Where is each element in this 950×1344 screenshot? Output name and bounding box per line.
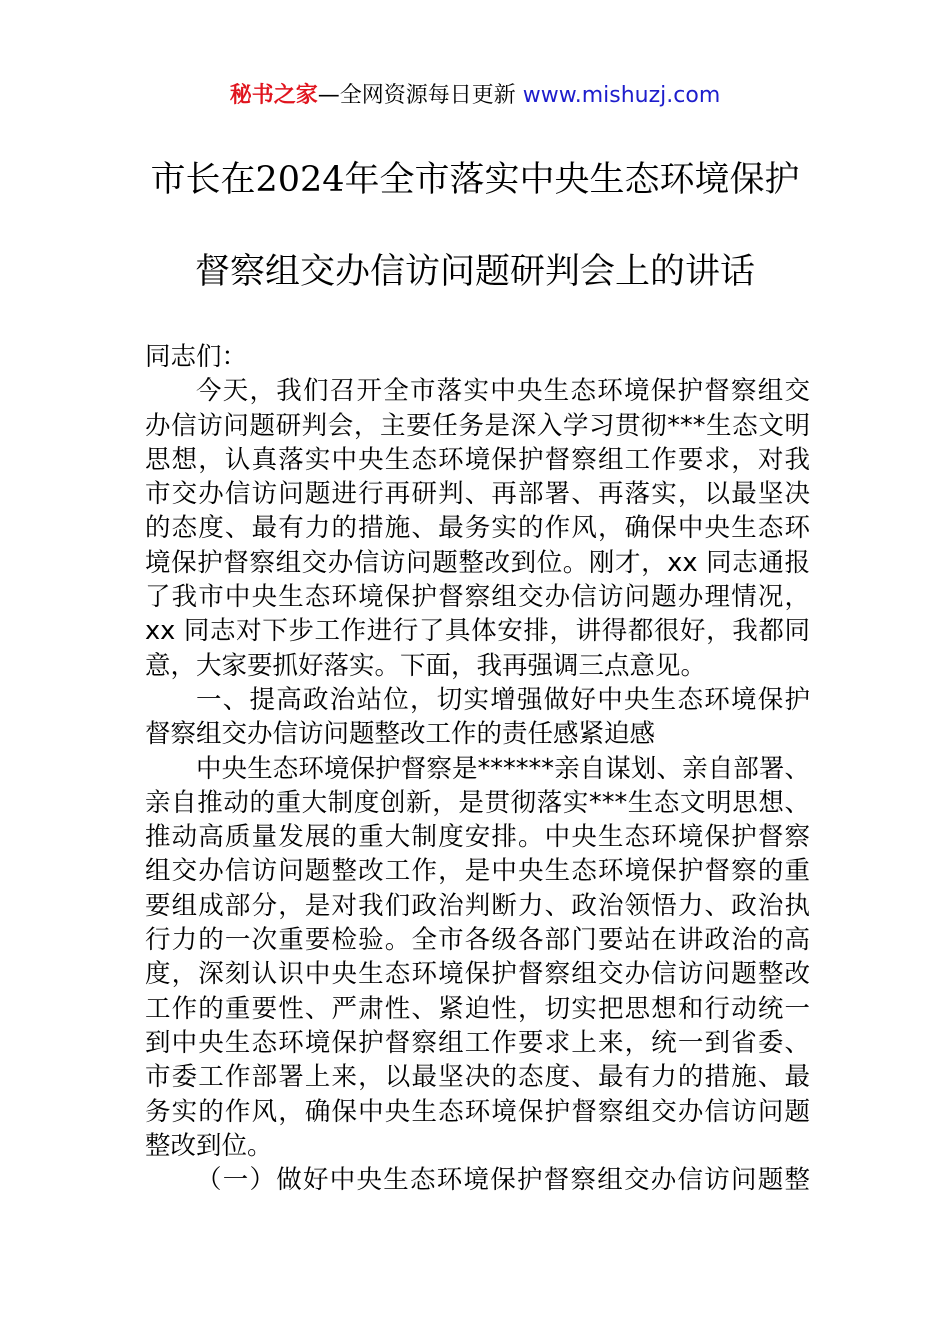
body-line: 工作的重要性、严肃性、紧迫性，切实把思想和行动统一 [145, 993, 810, 1024]
body-line: 办信访问题研判会，主要任务是深入学习贯彻***生态文明 [145, 410, 810, 441]
body-line: 到中央生态环境保护督察组工作要求上来，统一到省委、 [145, 1027, 810, 1058]
section-heading-line: 一、提高政治站位，切实增强做好中央生态环境保护 [196, 684, 810, 715]
body-line: xx 同志对下步工作进行了具体安排，讲得都很好，我都同 [145, 616, 810, 647]
document-title-line-2: 督察组交办信访问题研判会上的讲话 [194, 252, 755, 292]
body-line: 今天，我们召开全市落实中央生态环境保护督察组交 [196, 376, 810, 407]
body-line: 推动高质量发展的重大制度安排。中央生态环境保护督察 [145, 822, 810, 853]
body-line: 亲自推动的重大制度创新，是贯彻落实***生态文明思想、 [145, 787, 810, 818]
body-line: 整改到位。 [145, 1130, 273, 1161]
body-line: 的态度、最有力的措施、最务实的作风，确保中央生态环 [145, 513, 810, 544]
body-line: 要组成部分，是对我们政治判断力、政治领悟力、政治执 [145, 890, 810, 921]
site-slogan: —全网资源每日更新 [317, 83, 516, 108]
subsection-heading-line: （一）做好中央生态环境保护督察组交办信访问题整 [196, 1165, 810, 1196]
body-line: 意，大家要抓好落实。下面，我再强调三点意见。 [145, 650, 707, 681]
site-url-link[interactable]: www.mishuzj.com [522, 83, 721, 108]
body-line: 度，深刻认识中央生态环境保护督察组交办信访问题整改 [145, 959, 810, 990]
body-line: 行力的一次重要检验。全市各级各部门要站在讲政治的高 [145, 925, 810, 956]
body-line: 市交办信访问题进行再研判、再部署、再落实，以最坚决 [145, 479, 810, 510]
body-line: 思想，认真落实中央生态环境保护督察组工作要求，对我 [145, 444, 810, 475]
body-line: 中央生态环境保护督察是******亲自谋划、亲自部署、 [196, 753, 810, 784]
section-heading-line: 督察组交办信访问题整改工作的责任感紧迫感 [145, 719, 656, 750]
body-line: 组交办信访问题整改工作，是中央生态环境保护督察的重 [145, 856, 810, 887]
body-line: 市委工作部署上来，以最坚决的态度、最有力的措施、最 [145, 1062, 810, 1093]
body-line: 境保护督察组交办信访问题整改到位。刚才，xx 同志通报 [145, 547, 810, 578]
salutation: 同志们： [145, 342, 248, 372]
body-line: 务实的作风，确保中央生态环境保护督察组交办信访问题 [145, 1096, 810, 1127]
body-line: 了我市中央生态环境保护督察组交办信访问题办理情况， [145, 582, 810, 613]
document-title-line-1: 市长在2024年全市落实中央生态环境保护 [150, 160, 800, 200]
site-header [0, 80, 950, 112]
site-brand: 秘书之家 [229, 83, 318, 108]
speech-body [145, 340, 810, 1197]
